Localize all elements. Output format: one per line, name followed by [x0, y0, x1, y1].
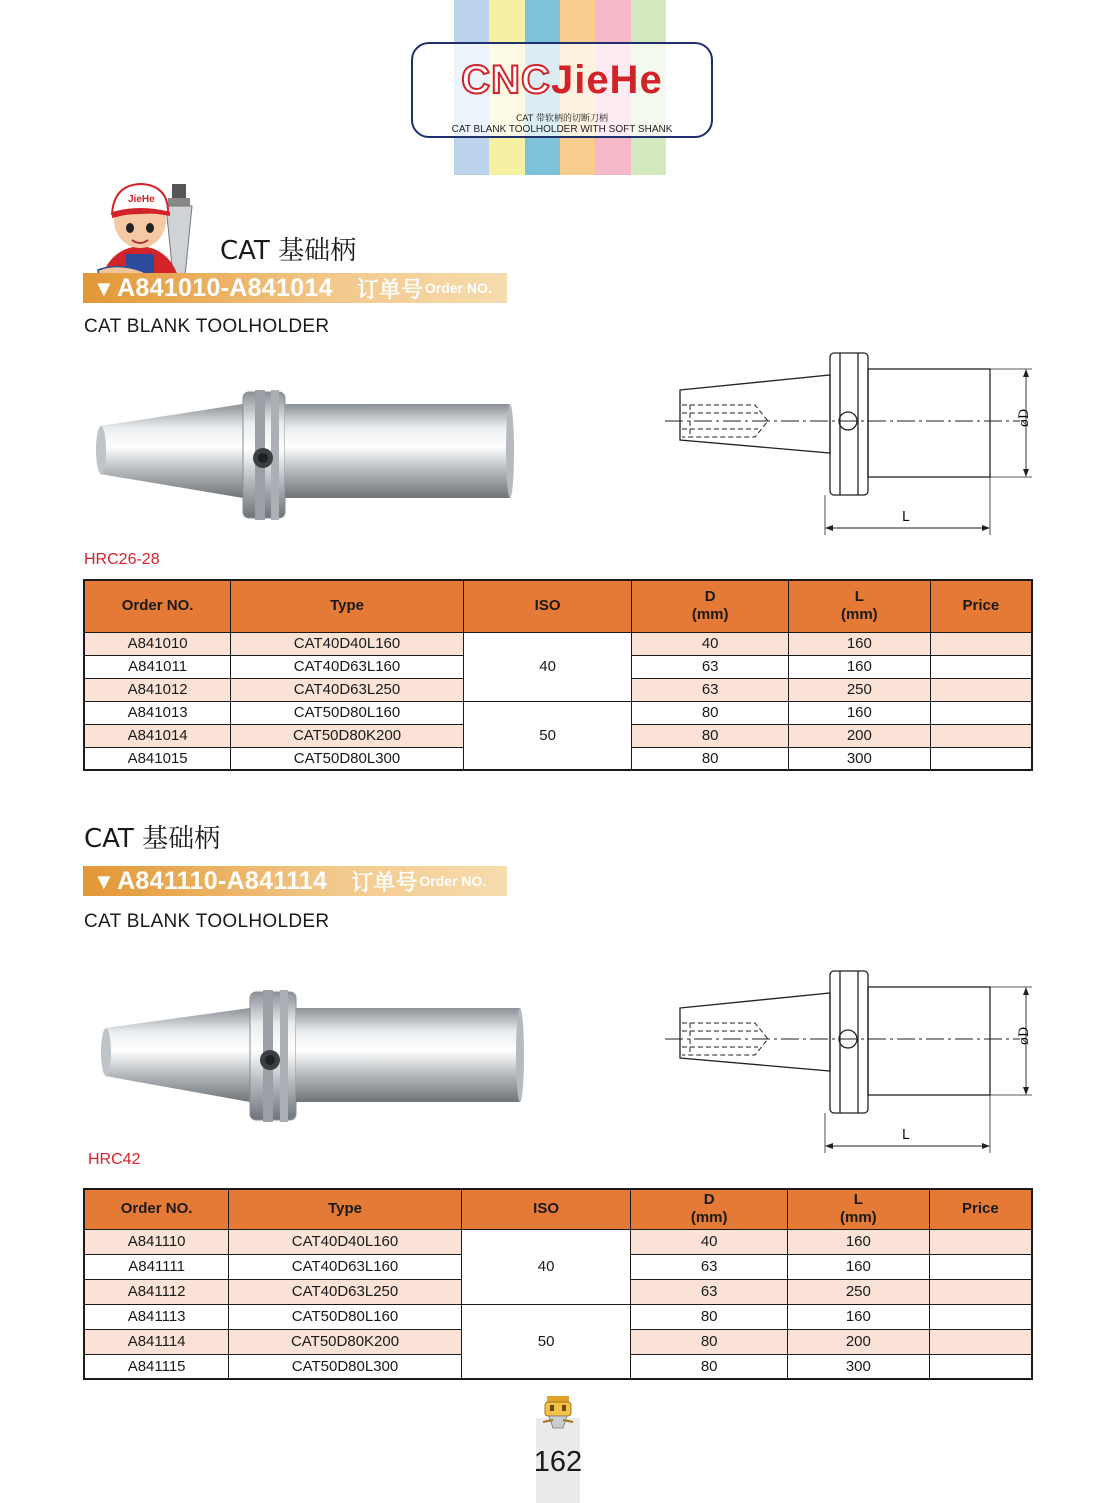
table-row: A841110 CAT40D40L160 40 40 160	[84, 1229, 1032, 1254]
header-order: Order NO.	[84, 580, 231, 632]
section1-subtitle: CAT BLANK TOOLHOLDER	[84, 316, 330, 337]
section1-order-label-en: Order NO.	[424, 280, 492, 296]
section1-spec-table	[83, 579, 1033, 771]
table-row: A841114 CAT50D80K200 80 200	[84, 1329, 1032, 1354]
header-d: D (mm)	[631, 1189, 788, 1229]
section2-hrc-label: HRC42	[88, 1151, 141, 1168]
iso-group-50: 50	[461, 1304, 631, 1379]
brand-subtitle-cn: CAT 带软柄的切断刀柄	[515, 114, 609, 124]
section1-length-label: L	[902, 510, 910, 525]
header-iso: ISO	[461, 1189, 631, 1229]
section1-diameter-label: øD	[1017, 408, 1032, 427]
section1-title: CAT 基础柄	[220, 236, 357, 266]
brand-logo: CNCJieHe	[461, 58, 663, 102]
iso-group-40: 40	[461, 1229, 631, 1304]
header-price: Price	[930, 580, 1032, 632]
section2-title: CAT 基础柄	[84, 824, 221, 854]
header-l: L (mm)	[789, 580, 931, 632]
section1-technical-drawing	[660, 345, 1040, 540]
header-type: Type	[229, 1189, 462, 1229]
section2-order-label-cn: 订单号	[351, 870, 418, 896]
section1-order-label-cn: 订单号	[356, 277, 423, 303]
table-row: A841012 CAT40D63L250 63 250	[84, 678, 1032, 701]
section1-order-bar	[83, 273, 507, 303]
toolholder-mascot-icon	[541, 1394, 575, 1434]
section2-subtitle: CAT BLANK TOOLHOLDER	[84, 911, 330, 932]
section2-order-label-en: Order NO.	[419, 873, 487, 889]
header-price: Price	[929, 1189, 1032, 1229]
table-row: A841011 CAT40D63L160 63 160	[84, 655, 1032, 678]
section2-order-range: A841110-A841114	[117, 866, 328, 895]
header-iso: ISO	[463, 580, 632, 632]
section2-spec-table	[83, 1188, 1033, 1380]
table-row: A841112 CAT40D63L250 63 250	[84, 1279, 1032, 1304]
section2-diameter-label: øD	[1017, 1026, 1032, 1045]
header-d: D (mm)	[632, 580, 789, 632]
header-type: Type	[231, 580, 464, 632]
mascot-cap-text: JieHe	[128, 194, 155, 205]
table-row: A841115 CAT50D80L300 80 300	[84, 1354, 1032, 1379]
iso-group-50: 50	[463, 701, 632, 770]
header-l: L (mm)	[788, 1189, 930, 1229]
section2-technical-drawing	[660, 963, 1040, 1158]
brand-header	[411, 42, 713, 138]
table-row: A841113 CAT50D80L160 50 80 160	[84, 1304, 1032, 1329]
table-header-row	[84, 580, 1032, 632]
table-row: A841013 CAT50D80L160 50 80 160	[84, 701, 1032, 724]
iso-group-40: 40	[463, 632, 632, 701]
triangle-icon: ▼	[93, 275, 116, 301]
section2-product-photo	[100, 988, 530, 1128]
table-row: A841010 CAT40D40L160 40 40 160	[84, 632, 1032, 655]
page-number: 162	[533, 1446, 583, 1478]
table-row: A841014 CAT50D80K200 80 200	[84, 724, 1032, 747]
section2-length-label: L	[902, 1128, 910, 1143]
section1-product-photo	[95, 382, 520, 522]
section1-order-range: A841010-A841014	[117, 273, 333, 302]
table-header-row	[84, 1189, 1032, 1229]
section1-hrc-label: HRC26-28	[84, 551, 160, 568]
brand-subtitle-en: CAT BLANK TOOLHOLDER WITH SOFT SHANK	[451, 124, 673, 135]
section2-order-bar	[83, 866, 507, 896]
table-row: A841111 CAT40D63L160 63 160	[84, 1254, 1032, 1279]
table-row: A841015 CAT50D80L300 80 300	[84, 747, 1032, 770]
header-order: Order NO.	[84, 1189, 229, 1229]
triangle-icon: ▼	[93, 868, 116, 894]
